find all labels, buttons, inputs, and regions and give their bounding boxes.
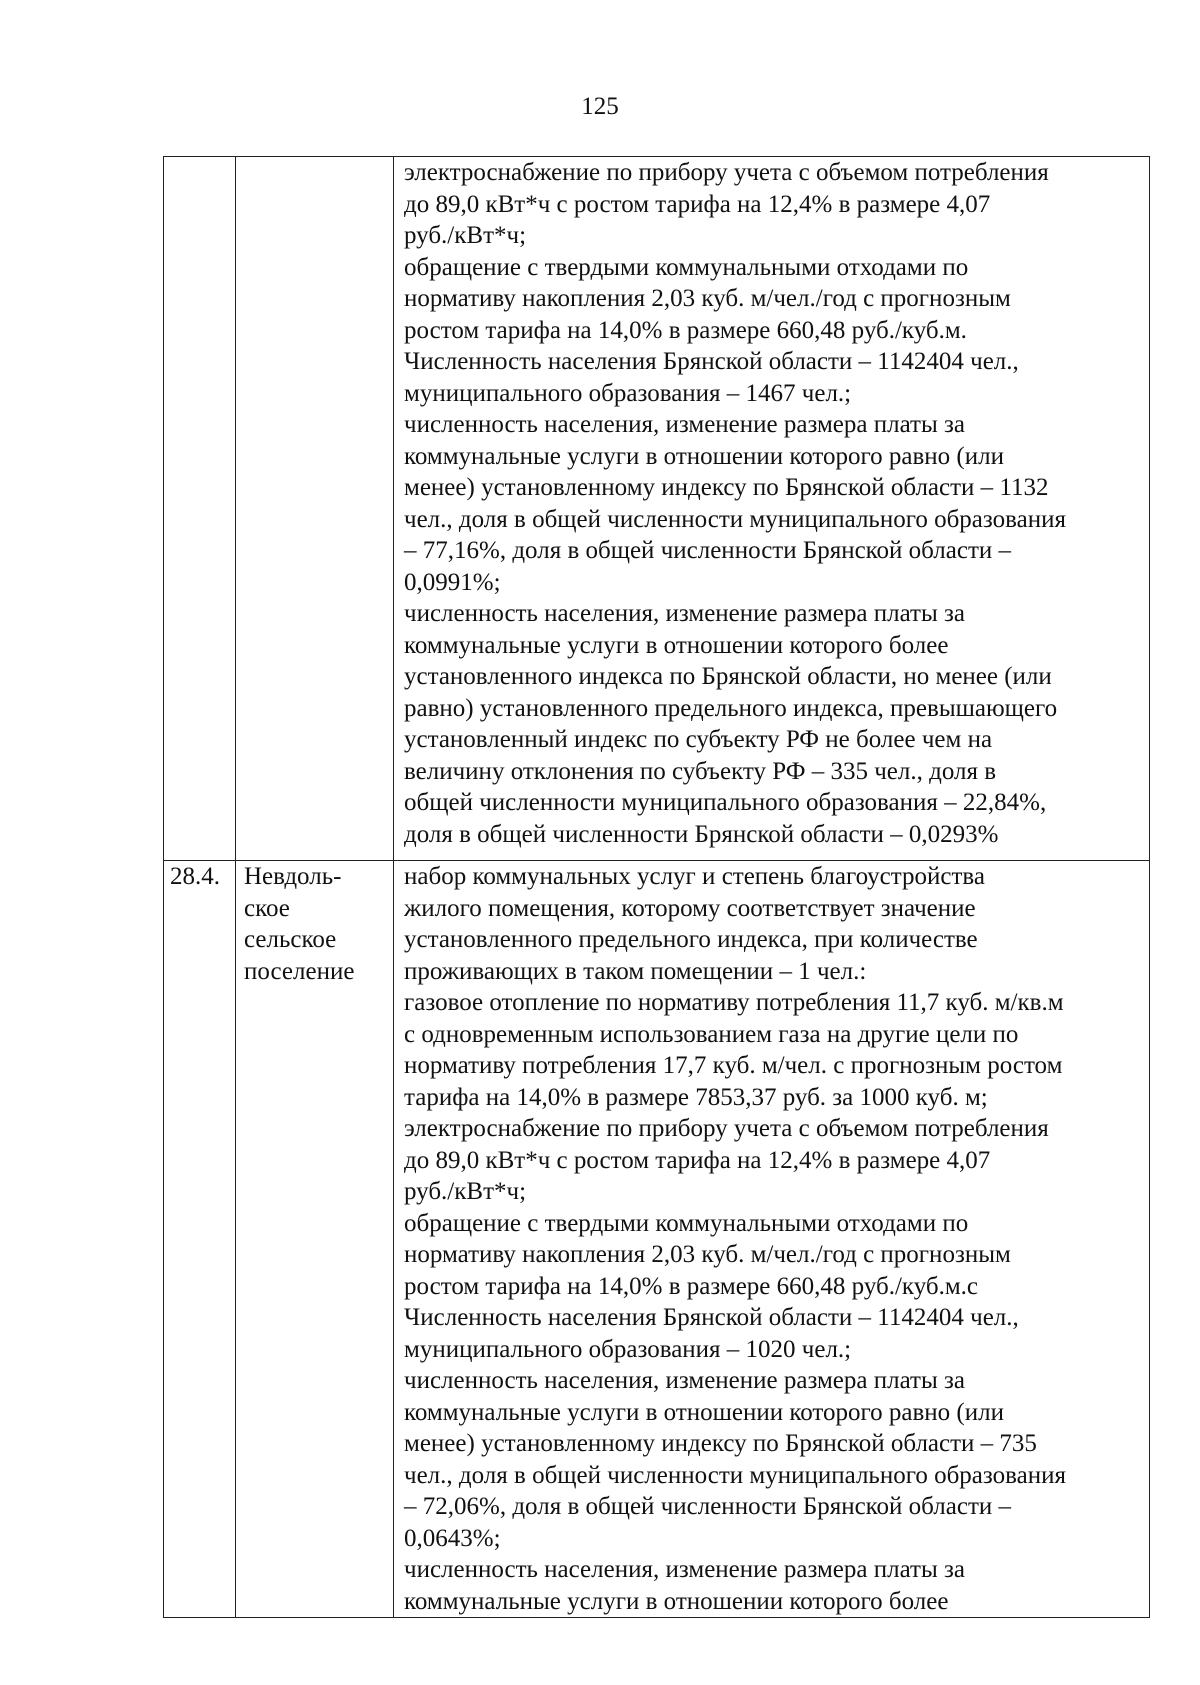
text-line: численность населения, изменение размера платы за bbox=[404, 411, 965, 438]
text-line: ростом тарифа на 14,0% в размере 660,48 руб./куб.м.с bbox=[404, 1272, 978, 1300]
text-line: величину отклонения по субъекту РФ – 335 чел., доля в bbox=[404, 757, 997, 785]
text-line: установленного индекса по Брянской области, но менее (или bbox=[404, 663, 1052, 690]
settlement-name-cell bbox=[236, 157, 394, 861]
text-line: менее) установленному индексу по Брянской области – 1132 bbox=[404, 474, 1049, 501]
page-number: 125 bbox=[581, 93, 619, 120]
text-line: менее) установленному индексу по Брянской области – 735 bbox=[404, 1430, 1037, 1457]
row-number: 28.4. bbox=[170, 863, 220, 890]
text-line: чел., доля в общей численности муниципального образования bbox=[404, 505, 1066, 533]
text-line: 0,0991%; bbox=[404, 568, 501, 596]
text-line: – 77,16%, доля в общей численности Брянской области – bbox=[404, 537, 1011, 564]
text-line: нормативу потребления 17,7 куб. м/чел. с прогнозным ростом bbox=[404, 1052, 1063, 1079]
text-line: нормативу накопления 2,03 куб. м/чел./год с прогнозным bbox=[404, 285, 1011, 312]
description-text bbox=[394, 157, 1149, 850]
description-text bbox=[394, 861, 1149, 1617]
table-row bbox=[164, 861, 1150, 1618]
text-line: доля в общей численности Брянской области – 0,0293% bbox=[404, 820, 999, 848]
settlement-name-cell bbox=[236, 861, 394, 1618]
text-line: жилого помещения, которому соответствует значение bbox=[404, 894, 976, 922]
text-line: численность населения, изменение размера платы за bbox=[404, 1556, 965, 1583]
text-line: чел., доля в общей численности муниципального образования bbox=[404, 1461, 1066, 1489]
text-line: равно) установленного предельного индекса, превышающего bbox=[404, 694, 1058, 722]
text-line: обращение с твердыми коммунальными отходами по bbox=[404, 1209, 969, 1237]
text-line: коммунальные услуги в отношении которого равно (или bbox=[404, 1398, 1004, 1426]
text-line: руб./кВт*ч; bbox=[404, 1178, 527, 1205]
text-line: сельское bbox=[244, 926, 337, 953]
text-line: установленного предельного индекса, при количестве bbox=[404, 926, 978, 953]
text-line: тарифа на 14,0% в размере 7853,37 руб. за 1000 куб. м; bbox=[404, 1083, 988, 1111]
text-line: проживающих в таком помещении – 1 чел.: bbox=[404, 957, 867, 985]
text-line: общей численности муниципального образования – 22,84%, bbox=[404, 789, 1047, 816]
text-line: с одновременным использованием газа на другие цели по bbox=[404, 1020, 1019, 1048]
document-table bbox=[163, 156, 1150, 1618]
description-cell bbox=[394, 157, 1150, 861]
text-line: коммунальные услуги в отношении которого более bbox=[404, 1587, 949, 1615]
settlement-name bbox=[236, 861, 393, 987]
text-line: обращение с твердыми коммунальными отходами по bbox=[404, 253, 969, 281]
text-line: – 72,06%, доля в общей численности Брянской области – bbox=[404, 1493, 1011, 1520]
text-line: численность населения, изменение размера платы за bbox=[404, 1367, 965, 1394]
table-row bbox=[164, 157, 1150, 861]
text-line: нормативу накопления 2,03 куб. м/чел./год с прогнозным bbox=[404, 1241, 1011, 1268]
text-line: до 89,0 кВт*ч с ростом тарифа на 12,4% в размере 4,07 bbox=[404, 190, 991, 218]
text-line: муниципального образования – 1020 чел.; bbox=[404, 1335, 852, 1363]
text-line: численность населения, изменение размера платы за bbox=[404, 600, 965, 627]
text-line: ростом тарифа на 14,0% в размере 660,48 руб./куб.м. bbox=[404, 316, 967, 344]
text-line: до 89,0 кВт*ч с ростом тарифа на 12,4% в размере 4,07 bbox=[404, 1146, 991, 1174]
text-line: Численность населения Брянской области – 1142404 чел., bbox=[404, 348, 1019, 375]
text-line: Невдоль- bbox=[244, 863, 342, 890]
text-line: 0,0643%; bbox=[404, 1524, 501, 1552]
text-line: коммунальные услуги в отношении которого равно (или bbox=[404, 442, 1004, 470]
text-line: поселение bbox=[244, 957, 355, 985]
text-line: установленный индекс по субъекту РФ не более чем на bbox=[404, 726, 993, 753]
text-line: руб./кВт*ч; bbox=[404, 222, 527, 249]
row-number-cell bbox=[164, 861, 236, 1618]
text-line: электроснабжение по прибору учета с объемом потребления bbox=[404, 1115, 1049, 1142]
text-line: Численность населения Брянской области – 1142404 чел., bbox=[404, 1304, 1019, 1331]
description-cell bbox=[394, 861, 1150, 1618]
text-line: коммунальные услуги в отношении которого более bbox=[404, 631, 949, 659]
text-line: ское bbox=[244, 894, 290, 922]
text-line: набор коммунальных услуг и степень благоустройства bbox=[404, 863, 985, 890]
row-number-cell bbox=[164, 157, 236, 861]
text-line: газовое отопление по нормативу потребления 11,7 куб. м/кв.м bbox=[404, 989, 1064, 1016]
text-line: муниципального образования – 1467 чел.; bbox=[404, 379, 852, 407]
text-line: электроснабжение по прибору учета с объемом потребления bbox=[404, 159, 1049, 186]
